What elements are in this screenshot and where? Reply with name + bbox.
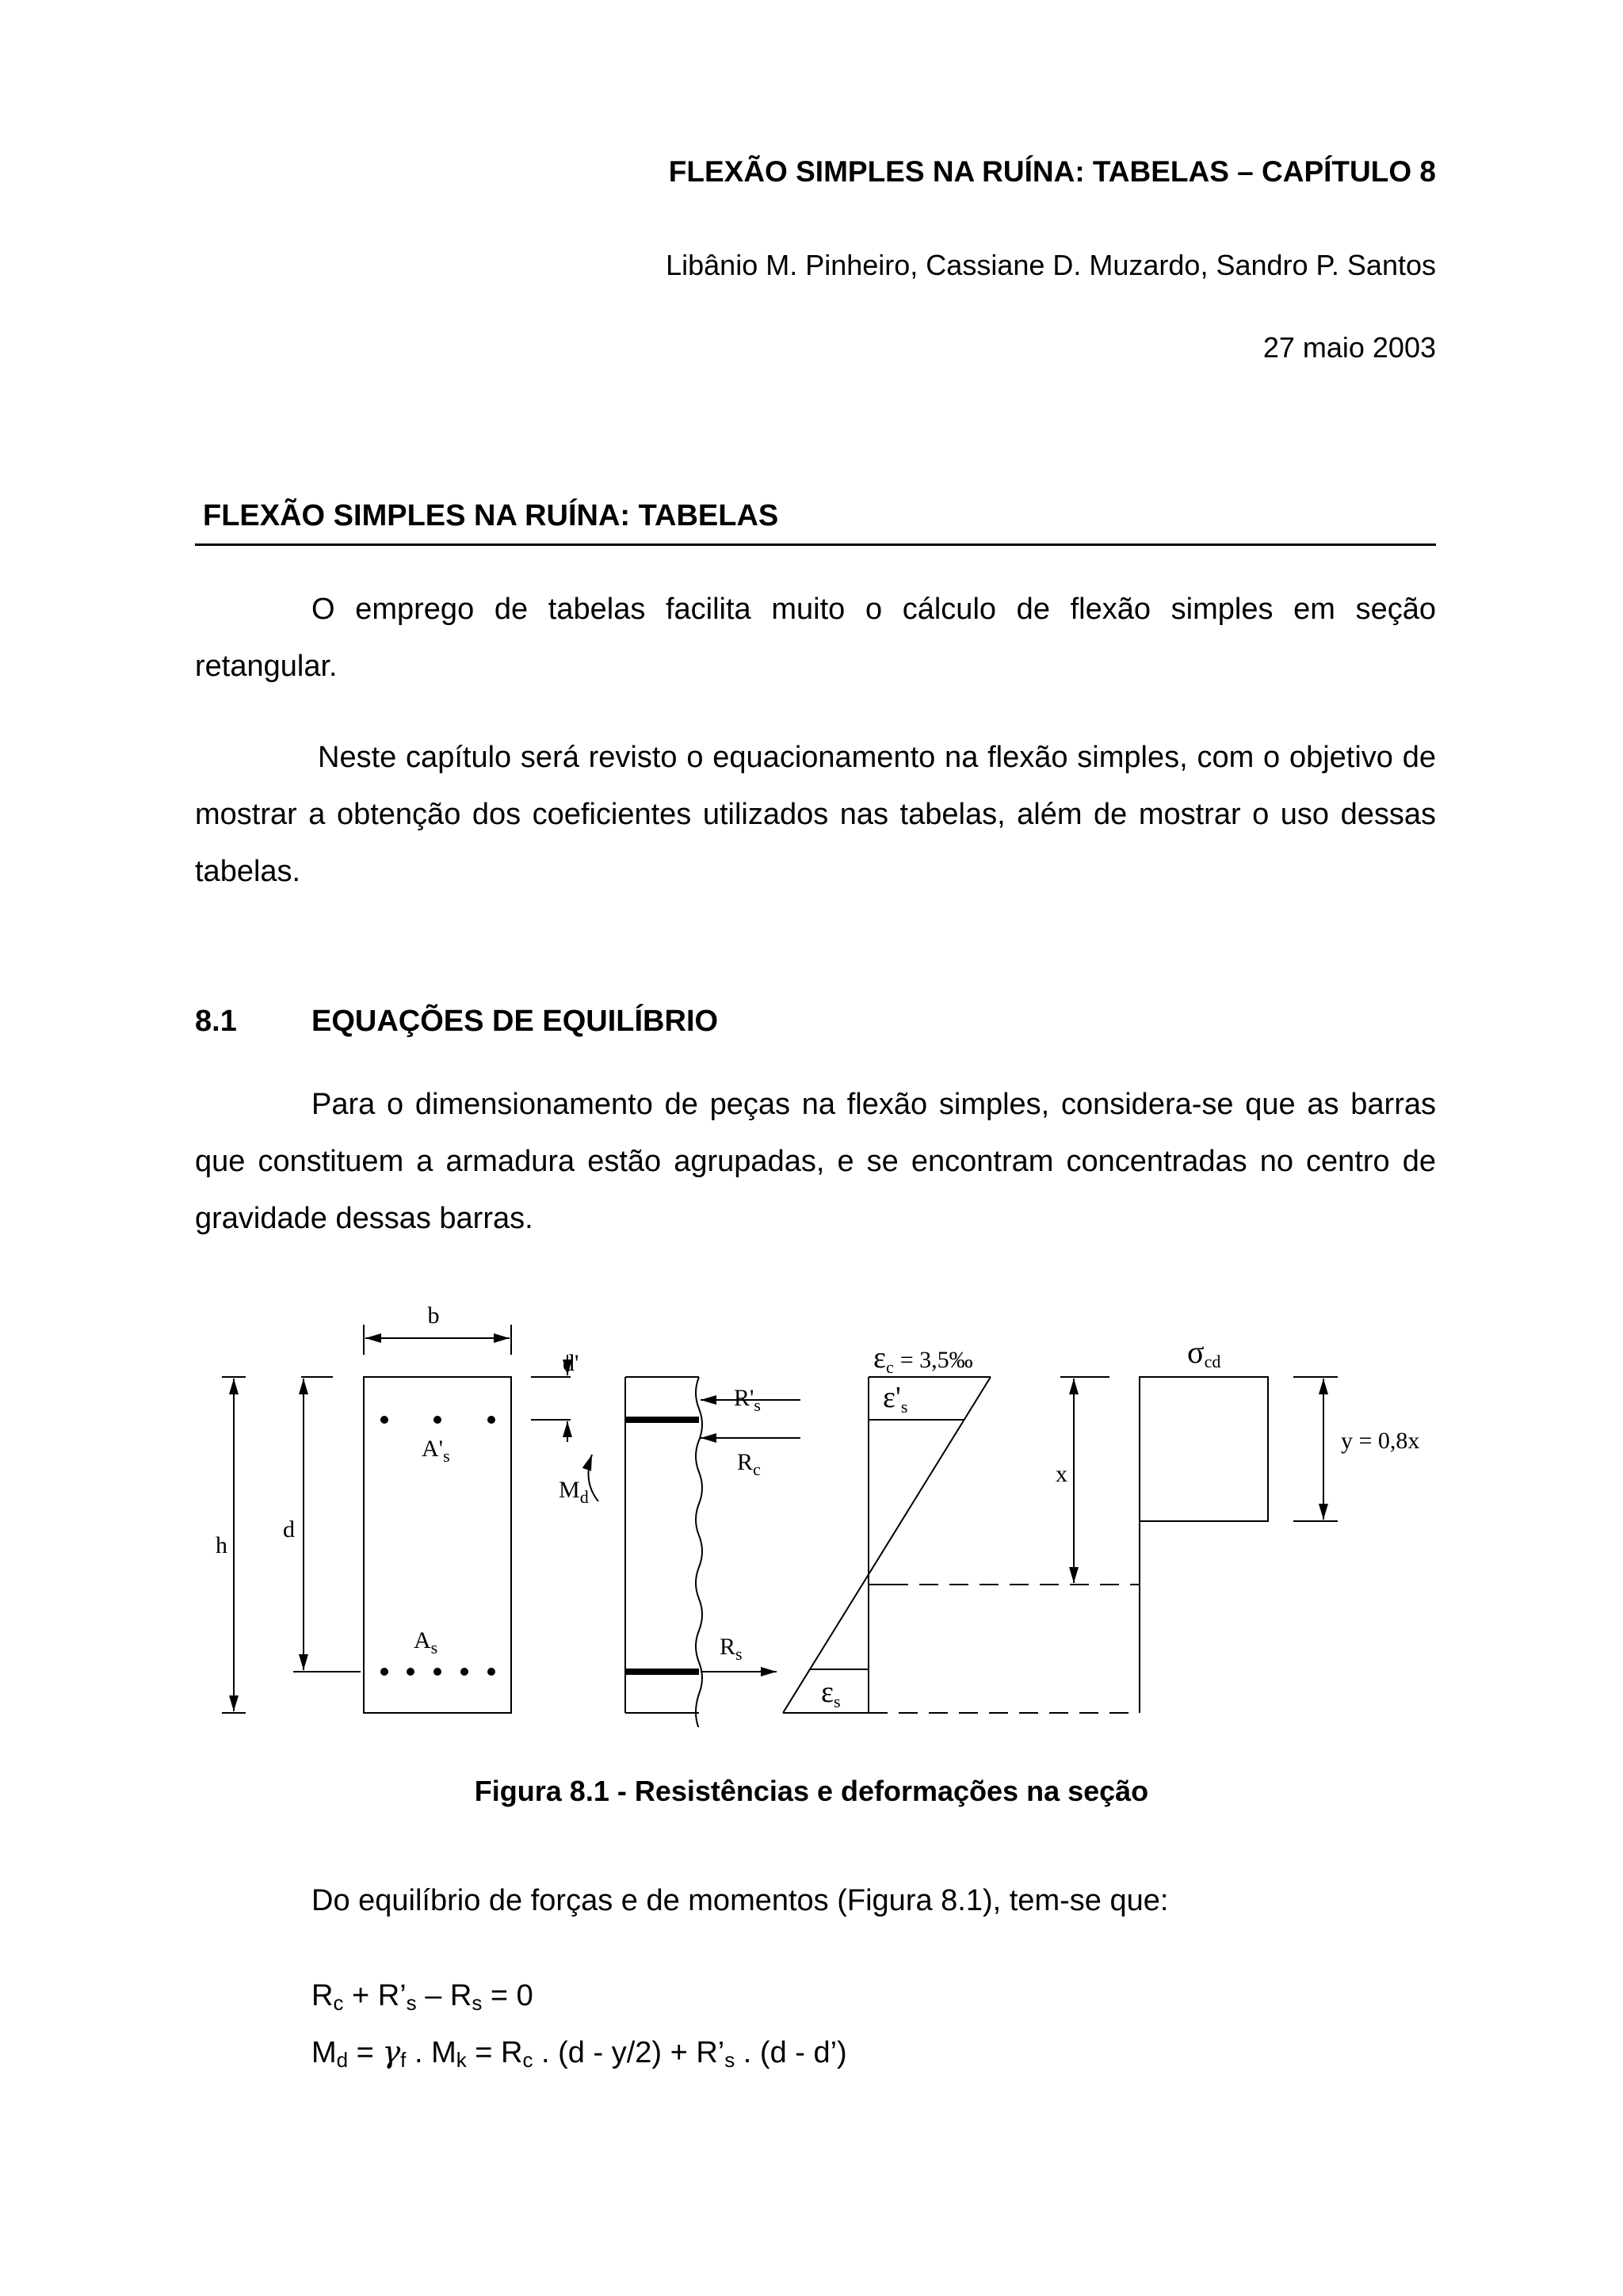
top-bar <box>625 1417 699 1423</box>
section-title: FLEXÃO SIMPLES NA RUÍNA: TABELAS <box>203 499 779 532</box>
subsection-title: EQUAÇÕES DE EQUILÍBRIO <box>311 1005 719 1038</box>
label-eps-s: $\varepsilon_s$ <box>821 1676 841 1711</box>
equations-intro: Do equilíbrio de forças e de momentos (Figura 8.1), tem-se que: <box>311 1884 1169 1917</box>
label-md: $M_d$ <box>559 1477 589 1507</box>
subsection-number: 8.1 <box>195 1005 237 1038</box>
figure-caption: Figura 8.1 - Resistências e deformações na seção <box>474 1775 1149 1807</box>
label-sigma-cd: $\sigma_{cd}$ <box>1187 1334 1221 1371</box>
label-d: d <box>283 1516 295 1543</box>
beam-cross-section <box>364 1377 511 1713</box>
label-eps-c: $\varepsilon_c$ = 3,5‰ <box>873 1341 973 1377</box>
label-as: $A_s$ <box>414 1627 438 1657</box>
label-rc: $R_c$ <box>737 1449 761 1479</box>
paragraph-objective <box>195 729 1436 900</box>
paragraph-intro <box>195 581 1436 695</box>
paragraph-text: O emprego de tabelas facilita muito o cálculo de flexão simples em seção retangular. <box>195 593 1436 683</box>
chapter-title: FLEXÃO SIMPLES NA RUÍNA: TABELAS – CAPÍTULO 8 <box>668 155 1436 188</box>
figure-section-diagram <box>198 1283 1450 1727</box>
paragraph-text: Neste capítulo será revisto o equacionamento na flexão simples, com o objetivo de mostrar a obtenção dos coeficientes utilizados nas tabelas, além de mostrar o uso dessas tabelas. <box>195 741 1436 888</box>
label-eps-s-prime: $\varepsilon'_s$ <box>883 1381 908 1417</box>
equation-forces: $R_c$ + $R’_s - R_s = 0$ <box>311 1979 533 2015</box>
section-rule <box>195 543 1436 546</box>
label-d-prime: d' <box>563 1350 579 1376</box>
paragraph-equilibrium <box>195 1076 1436 1247</box>
strain-line <box>783 1377 991 1713</box>
date: 27 maio 2003 <box>1262 331 1436 364</box>
equation-moments: $M_d = \gamma_f$ . $M_k = R_c$ . $(d - y/2) + R’_s$ . (d - d’) <box>311 2035 847 2072</box>
label-b: b <box>427 1302 440 1329</box>
moment-arc <box>589 1455 599 1501</box>
label-y: y = 0,8x <box>1341 1428 1420 1454</box>
label-rs: $R_s$ <box>720 1634 743 1664</box>
paragraph-text: Para o dimensionamento de peças na flexão simples, considera-se que as barras que constituem a armadura estão agrupadas, e se encontram concentradas no centro de gravidade dessas barras. <box>195 1088 1436 1235</box>
label-x: x <box>1056 1461 1067 1487</box>
bottom-bar <box>625 1669 699 1675</box>
label-h: h <box>216 1532 227 1558</box>
label-rs-prime: $R'_s$ <box>734 1385 761 1415</box>
stress-block <box>1140 1377 1268 1521</box>
label-as-prime: $A'_s$ <box>422 1436 450 1466</box>
authors: Libânio M. Pinheiro, Cassiane D. Muzardo, Sandro P. Santos <box>666 249 1436 281</box>
